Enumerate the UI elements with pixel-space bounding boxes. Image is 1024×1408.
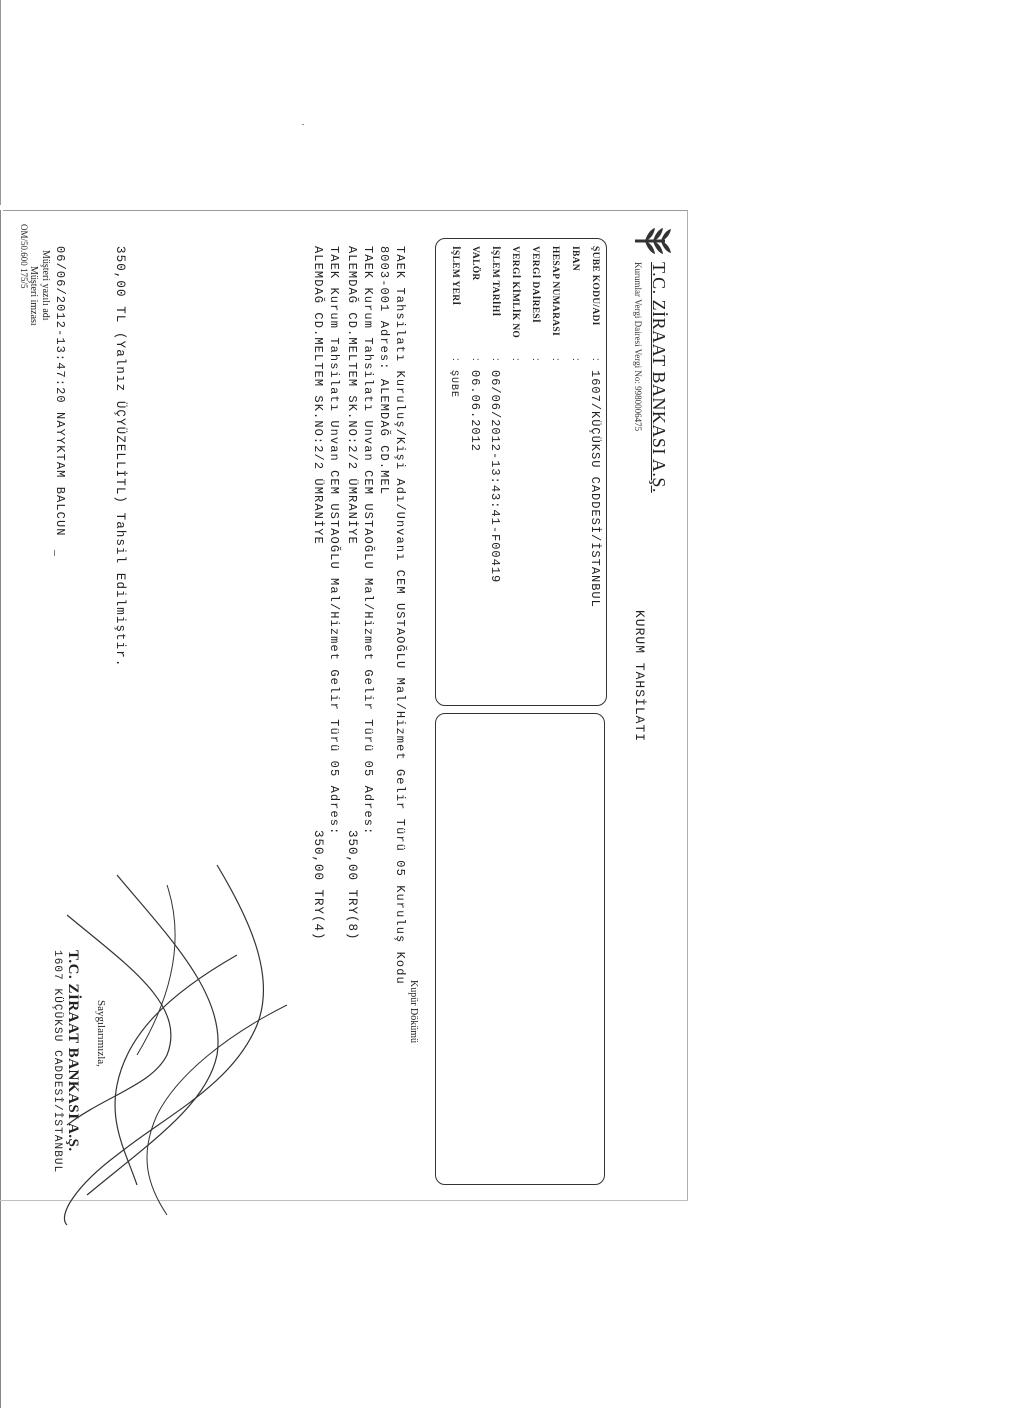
stamp-bank: T.C. ZİRAAT BANKASI A.Ş. (65, 950, 81, 1152)
footer-dash: _ (53, 550, 67, 556)
bank-name: T.C. ZİRAAT BANKASI A.Ş. (649, 262, 669, 493)
body-line: TAEK Tahsilatı Kuruluş/Kişi Adı/Unvanı CEM USTAOĞLU Mal/Hizmet Gelir Türü 05 Kuruluş Kodu (393, 246, 407, 985)
field-value-islem-yeri: ŞUBE (448, 370, 459, 399)
field-label-valor: VALÖR (470, 246, 480, 281)
field-label-iban: IBAN (570, 246, 580, 271)
field-colon: : (590, 358, 601, 361)
field-label-islem-tarihi: İŞLEM TARİHİ (490, 246, 500, 317)
field-colon: : (450, 358, 461, 361)
scan-speck (302, 124, 304, 125)
body-line: TAEK Kurum Tahsilatı Unvan CEM USTAOĞLU Mal/Hizmet Gelir Türü 05 Adres: (327, 246, 341, 836)
paper-edge (0, 210, 1, 1408)
field-label-hesap: HESAP NUMARASI (550, 246, 560, 336)
scan-edge (0, 0, 1, 205)
receipt-rotated-content (3, 210, 687, 1200)
ziraat-logo-icon (633, 224, 673, 258)
field-colon: : (550, 358, 561, 361)
body-line: ALEMDAĞ CD.MELTEM SK.NO:2/2 ÜMRANİYE (345, 246, 359, 545)
field-colon: : (510, 358, 521, 361)
body-line: ALEMDAĞ CD.MELTEM SK.NO:2/2 ÜMRANİYE (311, 246, 325, 545)
bank-subtitle: Kurumlar Vergi Dairesi Vergi No: 9980006475 (633, 262, 643, 432)
details-box (435, 238, 607, 706)
field-label-sube: ŞUBE KODU/ADI (590, 246, 600, 326)
customer-name-label: Müşteri yazılı adı (40, 250, 51, 321)
field-colon: : (470, 358, 481, 361)
field-value-sube: 1607/KÜÇÜKSU CADDESİ/İSTANBUL (588, 370, 602, 608)
field-value-valor: 06.06.2012 (468, 370, 482, 453)
kupur-box (435, 713, 605, 1185)
amount-1: 350,00 TRY(8) (345, 830, 359, 941)
total-text: 350,00 TL (Yalnız ÜÇYÜZELLİTL) Tahsil Edilmiştir. (113, 246, 127, 668)
field-value-islem-tarihi: 06/06/2012-13:43:41-F00419 (488, 370, 502, 584)
form-code: OM/50.600 175/5 (19, 224, 29, 289)
handwritten-signature (37, 855, 367, 1235)
field-label-islem-yeri: İŞLEM YERİ (450, 246, 460, 306)
stamp-greeting: Saygılarımızla, (95, 1000, 107, 1067)
field-colon: : (490, 358, 501, 361)
body-line: TAEK Kurum Tahsilatı Unvan CEM USTAOĞLU Mal/Hizmet Gelir Türü 05 Adres: (361, 246, 375, 836)
customer-signature-label: Müşteri imzası (28, 266, 39, 326)
body-line: 8003-001 Adres: ALEMDAĞ CD.MEL (377, 246, 391, 496)
amount-2: 350,00 TRY(4) (311, 830, 325, 941)
timestamp-line: 06/06/2012-13:47:20 NAYYKTAM BALCUN (53, 246, 67, 537)
document-title: KURUM TAHSİLATI (632, 610, 647, 743)
stamp-branch: 1607 KÜÇÜKSU CADDESİ/İSTANBUL (51, 950, 63, 1174)
field-label-vergi-kimlik: VERGİ KİMLİK NO (510, 246, 520, 339)
field-colon: : (570, 358, 581, 361)
field-colon: : (530, 358, 541, 361)
kupur-label: Kupür Dökümü (408, 980, 419, 1044)
field-label-vergi-dairesi: VERGİ DAİRESİ (530, 246, 540, 324)
